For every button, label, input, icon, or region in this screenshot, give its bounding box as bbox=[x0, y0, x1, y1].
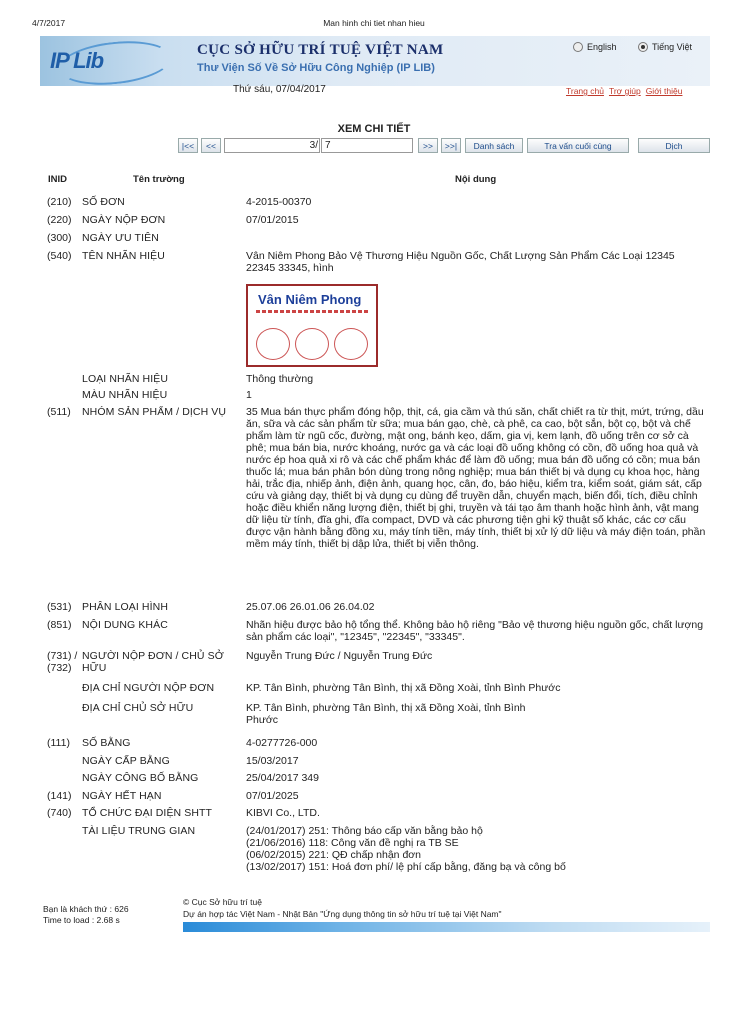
record-value: 35 Mua bán thực phẩm đóng hộp, thịt, cá, gia cầm và thú săn, chất chiết ra từ thịt, mứt, trứng, dầu ăn, sữa và các sản phẩm từ sữa; mua bán gạo, chè, cà phê, ca cao, bột sắn, bột cọ, bột và chế phẩm làm từ ngũ cốc, đường, mật ong, bánh kẹo, dấm, gia vị, kem lạnh, đồ uống trên cơ sở cà phê; mua bán bia, nước khoáng, nước ga và các loại đồ uống không có cồn, đồ uống hoa quả và nước ép hoa quả xi rô và các chế phẩm khác để làm đồ uống; mua bán đồ uống có cồn; mua bán thuốc lá; mua bán phân bón dùng trong nông nghiệp; mua bán thiết bị và dụng cụ khoa học, hàng hải, trắc địa, nhiếp ảnh, điện ảnh, quang học, cân, đo, báo hiệu, kiểm tra, kiểm soát, giám sát, cấp cứu và giảng dạy, thiết bị và dụng cụ dùng để truyền dẫn, chuyển mạch, biến đổi, tích, điều chỉnh hoặc điều khiển năng lượng điện, thiết bị ghi, truyền và tái tạo âm thanh hoặc hình ảnh, vật mang dữ liệu từ tính, đĩa ghi, đĩa compact, DVD và các phương tiện ghi kỹ thuật số khác, các cơ cấu được vận hành bằng đồng xu, máy tính tiền, máy tính, thiết bị xử lý dữ liệu và máy điện toán, phần mềm máy tính, thiết bị dập lửa, thiết bị viễn thông. bbox=[246, 406, 706, 550]
visitor-count: Bạn là khách thứ : 626 bbox=[43, 904, 129, 914]
link-home[interactable]: Trang chủ bbox=[566, 86, 604, 96]
record-value: KIBVI Co., LTD. bbox=[246, 807, 320, 819]
record-field-name: MÀU NHÃN HIỆU bbox=[82, 389, 168, 401]
link-help[interactable]: Trợ giúp bbox=[608, 86, 641, 96]
record-value: 4-2015-00370 bbox=[246, 196, 312, 208]
column-content: Nội dung bbox=[455, 174, 497, 185]
current-page-field[interactable]: 3/ bbox=[224, 138, 320, 153]
record-field-name: TỔ CHỨC ĐẠI DIỆN SHTT bbox=[82, 807, 213, 819]
first-page-button[interactable]: |<< bbox=[178, 138, 198, 153]
record-field-name: NGÀY NỘP ĐƠN bbox=[82, 214, 166, 226]
record-field-name: NỘI DUNG KHÁC bbox=[82, 619, 168, 631]
translate-button[interactable]: Dịch bbox=[638, 138, 710, 153]
record-value: 1 bbox=[246, 389, 252, 401]
record-value: KP. Tân Bình, phường Tân Bình, thị xã Đồng Xoài, tỉnh Bình Phước bbox=[246, 682, 561, 694]
record-field-name: TÀI LIỆU TRUNG GIAN bbox=[82, 825, 196, 837]
record-field-name: NHÓM SẢN PHẨM / DỊCH VỤ bbox=[82, 406, 227, 418]
record-inid: (851) bbox=[47, 619, 72, 631]
organization-subtitle: Thư Viện Số Về Sở Hữu Công Nghiệp (IP LIB) bbox=[197, 62, 435, 74]
record-value: Nhãn hiệu được bảo hộ tổng thể. Không bảo hộ riêng "Bảo vệ thương hiệu nguồn gốc, chất lượng sản phẩm các loại", "12345", "22345", "33345". bbox=[246, 619, 704, 643]
site-banner bbox=[40, 36, 710, 86]
record-inid: (731) / (732) bbox=[47, 650, 78, 674]
load-time: Time to load : 2.68 s bbox=[43, 915, 120, 925]
project-credit: Dự án hợp tác Việt Nam - Nhật Bản "Ứng dụng thông tin sở hữu trí tuệ tại Việt Nam" bbox=[183, 909, 502, 919]
link-about[interactable]: Giới thiệu bbox=[645, 86, 683, 96]
record-field-name: NGÀY CẤP BẰNG bbox=[82, 755, 170, 767]
record-inid: (210) bbox=[47, 196, 72, 208]
print-date: 4/7/2017 bbox=[32, 18, 66, 28]
record-inid: (511) bbox=[47, 406, 71, 418]
record-value: 4-0277726-000 bbox=[246, 737, 318, 749]
trademark-image-text: Vân Niêm Phong bbox=[258, 292, 362, 307]
current-date: Thứ sáu, 07/04/2017 bbox=[233, 84, 326, 95]
record-inid: (141) bbox=[47, 790, 72, 802]
record-value: 25.07.06 26.01.06 26.04.02 bbox=[246, 601, 375, 613]
total-pages-field[interactable]: 7 bbox=[321, 138, 413, 153]
record-field-name: PHÂN LOẠI HÌNH bbox=[82, 601, 168, 613]
radio-vietnamese-icon[interactable] bbox=[638, 42, 648, 52]
record-value: Nguyễn Trung Đức / Nguyễn Trung Đức bbox=[246, 650, 433, 662]
record-inid: (740) bbox=[47, 807, 72, 819]
record-field-name: SỐ ĐƠN bbox=[82, 196, 125, 208]
seal-circle-icon bbox=[295, 328, 329, 360]
record-inid: (300) bbox=[47, 232, 72, 244]
record-field-name: NGÀY HẾT HẠN bbox=[82, 790, 162, 802]
ip-lib-logo[interactable]: IP Lib bbox=[50, 48, 104, 73]
language-vietnamese-option[interactable]: Tiếng Việt bbox=[638, 42, 692, 52]
trademark-image bbox=[246, 284, 378, 367]
record-inid: (540) bbox=[47, 250, 72, 262]
record-field-name: ĐỊA CHỈ NGƯỜI NỘP ĐƠN bbox=[82, 682, 215, 694]
column-inid: INID bbox=[48, 174, 67, 185]
record-field-name: NGÀY ƯU TIÊN bbox=[82, 232, 159, 244]
record-value: (24/01/2017) 251: Thông báo cấp văn bằng bảo hộ (21/06/2016) 118: Công văn đề nghị ra TB SE (06/02/2015) 221: QĐ chấp nhận đơn (13/02/2017) 151: Hoá đơn phí/ lệ phí cấp bằng, đăng bạ và công bố bbox=[246, 825, 566, 873]
record-field-name: ĐỊA CHỈ CHỦ SỞ HỮU bbox=[82, 702, 194, 714]
top-links bbox=[566, 86, 687, 96]
record-field-name: SỐ BẰNG bbox=[82, 737, 131, 749]
last-page-button[interactable]: >>| bbox=[441, 138, 461, 153]
record-inid: (531) bbox=[47, 601, 72, 613]
organization-name: CỤC SỞ HỮU TRÍ TUỆ VIỆT NAM bbox=[197, 42, 444, 58]
record-field-name: TÊN NHÃN HIỆU bbox=[82, 250, 165, 262]
record-value: 25/04/2017 349 bbox=[246, 772, 319, 784]
seal-circle-icon bbox=[334, 328, 368, 360]
list-button[interactable]: Danh sách bbox=[465, 138, 523, 153]
radio-english-icon[interactable] bbox=[573, 42, 583, 52]
record-value: 07/01/2025 bbox=[246, 790, 299, 802]
record-value: Thông thường bbox=[246, 373, 314, 385]
record-inid: (111) bbox=[47, 737, 70, 749]
footer-credits bbox=[183, 896, 502, 920]
record-field-name: NGƯỜI NỘP ĐƠN / CHỦ SỞ HỮU bbox=[82, 650, 224, 674]
record-field-name: LOẠI NHÃN HIỆU bbox=[82, 373, 168, 385]
last-query-button[interactable]: Tra vấn cuối cùng bbox=[527, 138, 629, 153]
record-value: Vân Niêm Phong Bảo Vệ Thương Hiệu Nguồn Gốc, Chất Lượng Sản Phẩm Các Loại 12345 22345 33345, hình bbox=[246, 250, 675, 274]
record-field-name: NGÀY CÔNG BỐ BẰNG bbox=[82, 772, 199, 784]
trademark-dotted-line bbox=[256, 310, 368, 313]
record-value: 15/03/2017 bbox=[246, 755, 299, 767]
next-page-button[interactable]: >> bbox=[418, 138, 438, 153]
prev-page-button[interactable]: << bbox=[201, 138, 221, 153]
language-english-option[interactable]: English bbox=[573, 42, 617, 52]
seal-circle-icon bbox=[256, 328, 290, 360]
footer-stats bbox=[43, 904, 129, 926]
record-value: 07/01/2015 bbox=[246, 214, 299, 226]
page-heading: XEM CHI TIẾT bbox=[337, 123, 411, 135]
record-value: KP. Tân Bình, phường Tân Bình, thị xã Đồng Xoài, tỉnh Bình Phước bbox=[246, 702, 526, 726]
footer-bar bbox=[183, 922, 710, 932]
column-field: Tên trường bbox=[133, 174, 185, 185]
copyright: © Cục Sở hữu trí tuệ bbox=[183, 897, 262, 907]
record-inid: (220) bbox=[47, 214, 72, 226]
print-page-title: Man hinh chi tiet nhan hieu bbox=[323, 18, 425, 28]
